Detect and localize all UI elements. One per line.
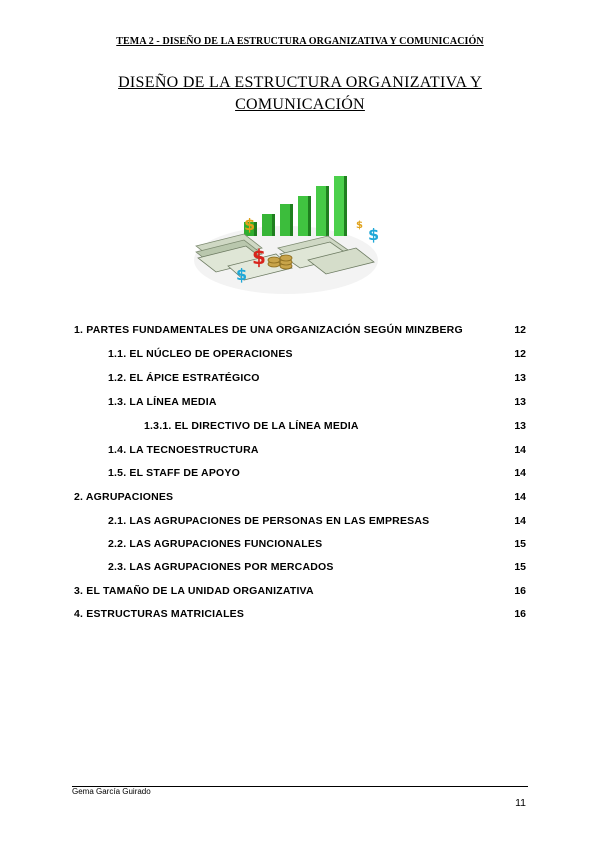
running-header: TEMA 2 - DISEÑO DE LA ESTRUCTURA ORGANIZATIVA Y COMUNICACIÓN (116, 36, 484, 47)
toc-entry-label[interactable]: 1.1. EL NÚCLEO DE OPERACIONES (108, 348, 293, 360)
toc-entry-label[interactable]: 1. PARTES FUNDAMENTALES DE UNA ORGANIZACIÓN SEGÚN MINZBERG (74, 324, 463, 336)
toc-entry-page: 14 (514, 491, 526, 503)
toc-entry-page: 13 (514, 396, 526, 408)
toc-entry-label[interactable]: 1.4. LA TECNOESTRUCTURA (108, 444, 259, 456)
toc-entry-page: 13 (514, 420, 526, 432)
toc-entry-label[interactable]: 2. AGRUPACIONES (74, 491, 174, 503)
footer-author: Gema García Guirado (72, 787, 151, 796)
toc-entry-label[interactable]: 2.1. LAS AGRUPACIONES DE PERSONAS EN LAS EMPRESAS (108, 515, 430, 527)
svg-text:$: $ (236, 265, 248, 284)
toc-entry-label[interactable]: 3. EL TAMAÑO DE LA UNIDAD ORGANIZATIVA (74, 585, 314, 597)
toc-entry-page: 16 (514, 585, 526, 597)
toc-entry-label[interactable]: 4. ESTRUCTURAS MATRICIALES (74, 608, 245, 620)
toc-entry-page: 15 (514, 538, 526, 550)
toc-entry-label[interactable]: 2.3. LAS AGRUPACIONES POR MERCADOS (108, 561, 334, 573)
toc-entry-page: 16 (514, 608, 526, 620)
page-title-line-2: COMUNICACIÓN (235, 96, 365, 113)
toc-entry-label[interactable]: 1.3.1. EL DIRECTIVO DE LA LÍNEA MEDIA (144, 420, 359, 432)
toc-entry-label[interactable]: 1.2. EL ÁPICE ESTRATÉGICO (108, 372, 260, 384)
toc-entry-page: 12 (514, 348, 526, 360)
svg-text:$: $ (244, 215, 256, 234)
toc-entry-label[interactable]: 1.5. EL STAFF DE APOYO (108, 467, 240, 479)
toc-entry-page: 14 (514, 515, 526, 527)
svg-text:$: $ (356, 220, 363, 231)
svg-text:$: $ (368, 225, 380, 244)
toc-entry-label[interactable]: 2.2. LAS AGRUPACIONES FUNCIONALES (108, 538, 323, 550)
toc-entry-page: 14 (514, 444, 526, 456)
page-title-line-1: DISEÑO DE LA ESTRUCTURA ORGANIZATIVA Y (118, 74, 482, 91)
toc-entry-page: 14 (514, 467, 526, 479)
money-growth-chart-icon (188, 148, 384, 304)
toc-entry-page: 13 (514, 372, 526, 384)
page-number: 11 (515, 797, 526, 809)
toc-entry-label[interactable]: 1.3. LA LÍNEA MEDIA (108, 396, 217, 408)
toc-entry-page: 12 (514, 324, 526, 336)
svg-text:$: $ (252, 245, 266, 269)
toc-entry-page: 15 (514, 561, 526, 573)
page-title (60, 72, 540, 116)
